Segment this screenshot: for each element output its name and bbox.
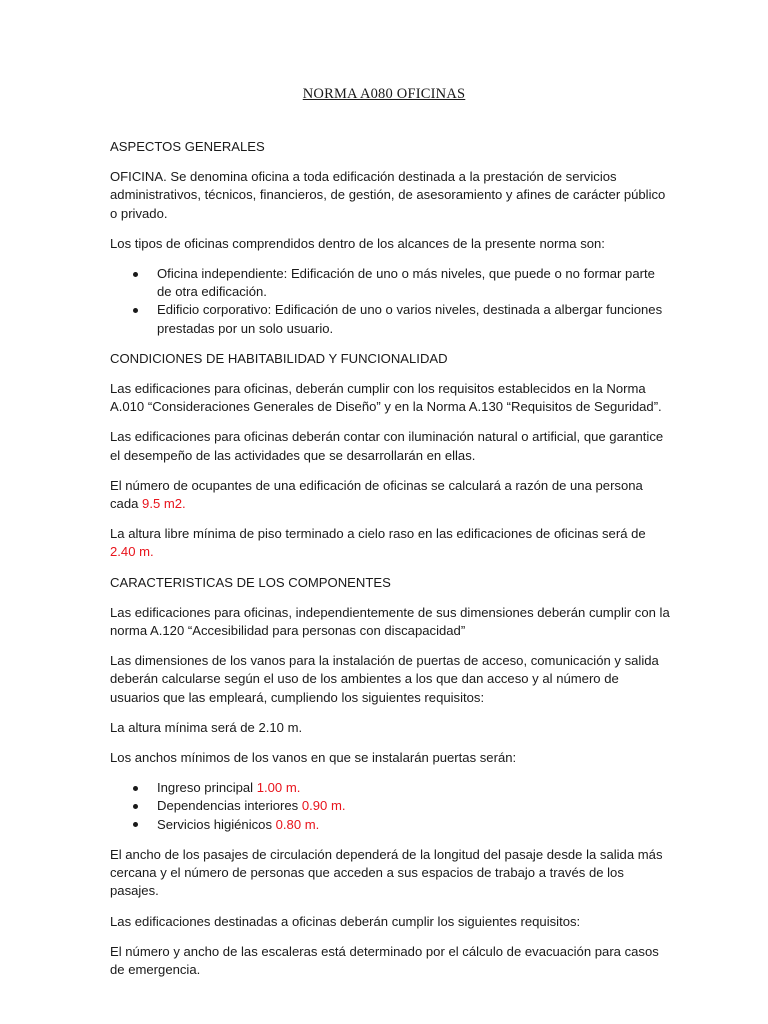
ocupantes-value: 9.5 m2. — [142, 496, 186, 512]
paragraph-anchos-intro: Los anchos mínimos de los vanos en que se instalarán puertas serán: — [110, 750, 517, 766]
section-heading-aspectos-generales: ASPECTOS GENERALES — [110, 139, 265, 154]
bullet-icon — [133, 272, 138, 277]
altura-libre-value: 2.40 m. — [110, 544, 154, 560]
paragraph-habitabilidad-1: Las edificaciones para oficinas, deberán cumplir con los requisitos establecidos en la Norma A.010 “Consideraciones Generales de Diseño” y en la Norma A.130 “Requisitos de Seguridad”. — [110, 381, 662, 415]
section-heading-componentes: CARACTERISTICAS DE LOS COMPONENTES — [110, 574, 391, 590]
paragraph-requisitos: Las edificaciones destinadas a oficinas deberán cumplir los siguientes requisitos: — [110, 913, 581, 929]
bullet-icon — [133, 786, 138, 791]
ancho-value: 0.90 m. — [301, 798, 346, 814]
paragraph-habitabilidad-2: Las edificaciones para oficinas deberán contar con iluminación natural o artificial, que garantice el desempeño de las actividades que se desarrollarán en ellas. — [110, 429, 664, 463]
list-item — [110, 301, 670, 337]
paragraph-oficina-definition — [110, 168, 670, 223]
list-item — [110, 816, 670, 834]
ancho-value: 0.80 m. — [275, 816, 320, 832]
paragraph-componentes-2: Las dimensiones de los vanos para la instalación de puertas de acceso, comunicación y salida deberán calcularse según el uso de los ambientes a los que dan acceso y al número de usuarios que las empleará, cumpliendo los siguientes requisitos: — [110, 653, 659, 705]
paragraph-tipos-intro: Los tipos de oficinas comprendidos dentro de los alcances de la presente norma son: — [110, 235, 605, 251]
paragraph-componentes-1: Las edificaciones para oficinas, independientemente de sus dimensiones deberán cumplir con la norma A.120 “Accesibilidad para personas con discapacidad” — [110, 604, 670, 639]
document-title: NORMA A080 OFICINAS — [302, 86, 466, 102]
paragraph-pasajes: El ancho de los pasajes de circulación dependerá de la longitud del pasaje desde la salida más cercana y el número de personas que acceden a sus espacios de trabajo a través de los pasajes. — [110, 846, 663, 899]
list-tipos-oficinas — [110, 265, 670, 338]
altura-libre-text: La altura libre mínima de piso terminado a cielo raso en las edificaciones de oficinas será de — [110, 526, 646, 542]
ocupantes-text: El número de ocupantes de una edificación de oficinas se calculará a razón de una persona cada — [110, 477, 643, 512]
bullet-icon — [133, 804, 138, 809]
list-item-text: Oficina independiente: Edificación de uno o más niveles, que puede o no formar parte de otra edificación. — [157, 266, 655, 300]
list-item — [110, 779, 670, 797]
paragraph-escaleras: El número y ancho de las escaleras está determinado por el cálculo de evacuación para casos de emergencia. — [110, 943, 659, 977]
ancho-label: Dependencias interiores — [157, 798, 302, 814]
list-anchos-minimos — [110, 779, 670, 834]
list-item — [110, 265, 670, 301]
ancho-value: 1.00 m. — [256, 780, 301, 796]
term-oficina: OFICINA. — [110, 169, 167, 185]
list-item-text: Edificio corporativo: Edificación de uno o varios niveles, destinada a albergar funciones prestadas por un solo usuario. — [157, 302, 663, 336]
definition-oficina: Se denomina oficina a toda edificación destinada a la prestación de servicios administrativos, técnicos, financieros, de gestión, de asesoramiento y afines de carácter público o privado. — [110, 169, 666, 221]
bullet-icon — [133, 822, 138, 827]
section-heading-habitabilidad: CONDICIONES DE HABITABILIDAD Y FUNCIONALIDAD — [110, 350, 448, 366]
ancho-label: Ingreso principal — [157, 780, 257, 796]
bullet-icon — [133, 308, 138, 313]
paragraph-ocupantes — [110, 477, 670, 513]
list-item — [110, 797, 670, 815]
paragraph-altura-minima: La altura mínima será de 2.10 m. — [110, 719, 303, 735]
ancho-label: Servicios higiénicos — [157, 816, 276, 832]
document-body — [110, 138, 670, 991]
paragraph-altura-libre — [110, 525, 670, 561]
